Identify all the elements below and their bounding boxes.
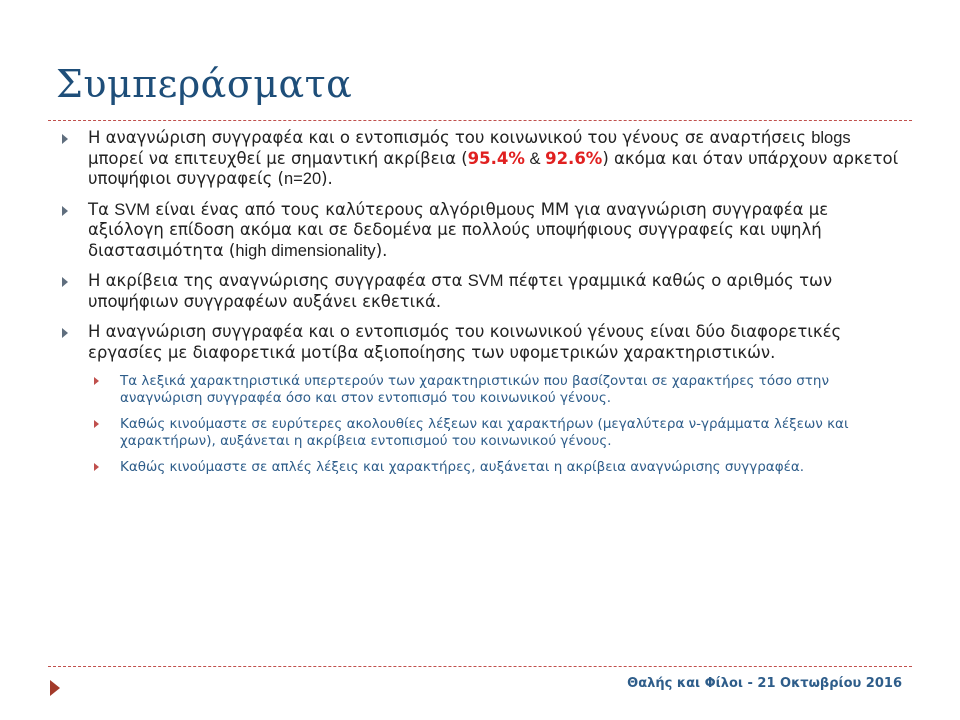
bullet-item	[56, 322, 906, 363]
triangle-bullet-icon	[62, 134, 68, 144]
triangle-bullet-icon	[62, 206, 68, 216]
sub-bullet-text: Καθώς κινούμαστε σε ευρύτερες ακολουθίες λέξεων και χαρακτήρων (μεγαλύτερα ν-γράμματα λέξεων και χαρακτήρων), αυξάνεται η ακρίβεια εντοπισμού του κοινωνικού γένους.	[120, 416, 849, 449]
bullet-text: Η αναγνώριση συγγραφέα και ο εντοπισμός του κοινωνικού του γένους σε αναρτήσεις blogs μπορεί να επιτευχθεί με σημαντική ακρίβεια (95.4% & 92.6%) ακόμα και όταν υπάρχουν αρκετοί υποψήφιοι συγγραφείς (n=20).	[88, 128, 899, 188]
triangle-subbullet-icon	[94, 420, 99, 428]
bullet-item	[56, 128, 906, 190]
triangle-bullet-icon	[62, 277, 68, 287]
slide-title: Συμπεράσματα	[56, 62, 353, 106]
bullet-text: Η ακρίβεια της αναγνώρισης συγγραφέα στα SVM πέφτει γραμμικά καθώς ο αριθμός των υποψήφιων συγγραφέων αυξάνει εκθετικά.	[88, 271, 833, 311]
sub-bullet-item	[56, 459, 906, 476]
next-slide-arrow-icon[interactable]	[50, 680, 60, 696]
triangle-subbullet-icon	[94, 377, 99, 385]
sub-bullet-item	[56, 373, 906, 407]
author-accuracy-value: 95.4%	[467, 148, 525, 168]
sub-bullet-text: Τα λεξικά χαρακτηριστικά υπερτερούν των χαρακτηριστικών που βασίζονται σε χαρακτήρες τόσο στην αναγνώριση συγγραφέα όσο και στον εντοπισμό του κοινωνικού γένους.	[120, 373, 830, 406]
sub-bullet-text: Καθώς κινούμαστε σε απλές λέξεις και χαρακτήρες, αυξάνεται η ακρίβεια αναγνώρισης συγγραφέα.	[120, 459, 805, 475]
triangle-bullet-icon	[62, 328, 68, 338]
bullet-text: Η αναγνώριση συγγραφέα και ο εντοπισμός του κοινωνικού γένους είναι δύο διαφορετικές εργασίες με διαφορετικά μοτίβα αξιοποίησης των υφομετρικών χαρακτηριστικών.	[88, 322, 842, 362]
bullet-text: Τα SVM είναι ένας από τους καλύτερους αλγόριθμους ΜΜ για αναγνώριση συγγραφέα με αξιόλογη επίδοση ακόμα και σε δεδομένα με πολλούς υποψήφιους συγγραφείς και υψηλή διαστασιμότητα (high dimensionality).	[88, 199, 829, 260]
sub-bullet-item	[56, 416, 906, 450]
footer-divider	[48, 666, 912, 667]
bullet-item	[56, 200, 906, 262]
gender-accuracy-value: 92.6%	[545, 148, 603, 168]
footer-text: Θαλής και Φίλοι - 21 Οκτωβρίου 2016	[627, 676, 902, 691]
title-divider	[48, 120, 912, 121]
bullet-item	[56, 271, 906, 312]
slide-body	[56, 128, 906, 485]
triangle-subbullet-icon	[94, 463, 99, 471]
